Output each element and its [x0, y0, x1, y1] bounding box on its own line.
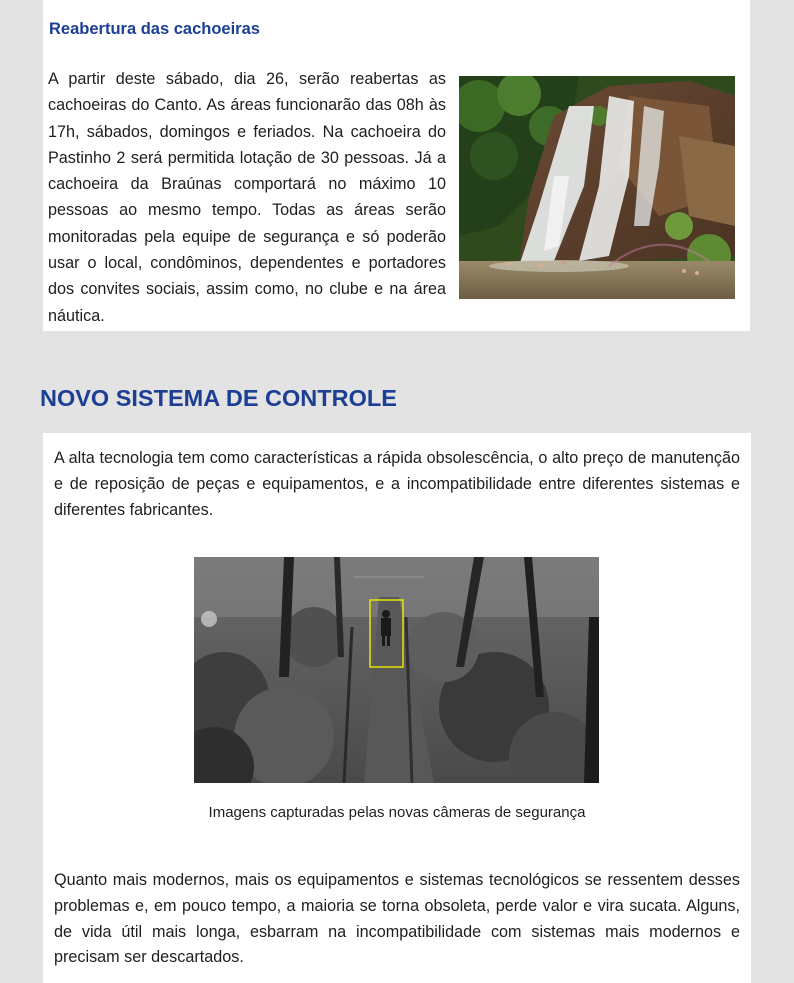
article-paragraph: A partir deste sábado, dia 26, serão reabertas as cachoeiras do Canto. As áreas funcionarão das 08h às 17h, sábados, domingos e feriados. Na cachoeira do Pastinho 2 será permitida lotação de 30 pessoas. Já a cachoeira da Braúnas comportará no máximo 10 pessoas ao mesmo tempo. Todas as áreas serão monitoradas pela equipe de segurança e só poderão usar o local, condôminos, dependentes e portadores dos convites sociais, assim como, no clube e na área náutica. [48, 70, 446, 325]
section-title: NOVO SISTEMA DE CONTROLE [40, 385, 397, 411]
intro-paragraph: A alta tecnologia tem como características a rápida obsolescência, o alto preço de manutenção e de reposição de peças e equipamentos, e a incompatibilidade entre diferentes sistemas e diferentes fabricantes. [54, 449, 740, 519]
control-system-card [43, 433, 751, 983]
security-camera-image [194, 557, 599, 783]
article-subheading: Reabertura das cachoeiras [49, 20, 260, 38]
closing-paragraph: Quanto mais modernos, mais os equipamentos e sistemas tecnológicos se ressentem desses problemas e, em pouco tempo, a maioria se torna obsoleta, perde valor e vira sucata. Alguns, de vida útil mais longa, esbarram na incompatibilidade com sistemas mais modernos e precisam ser descartados. [54, 871, 740, 967]
image-caption: Imagens capturadas pelas novas câmeras de segurança [208, 804, 586, 821]
waterfall-photo [459, 76, 735, 299]
